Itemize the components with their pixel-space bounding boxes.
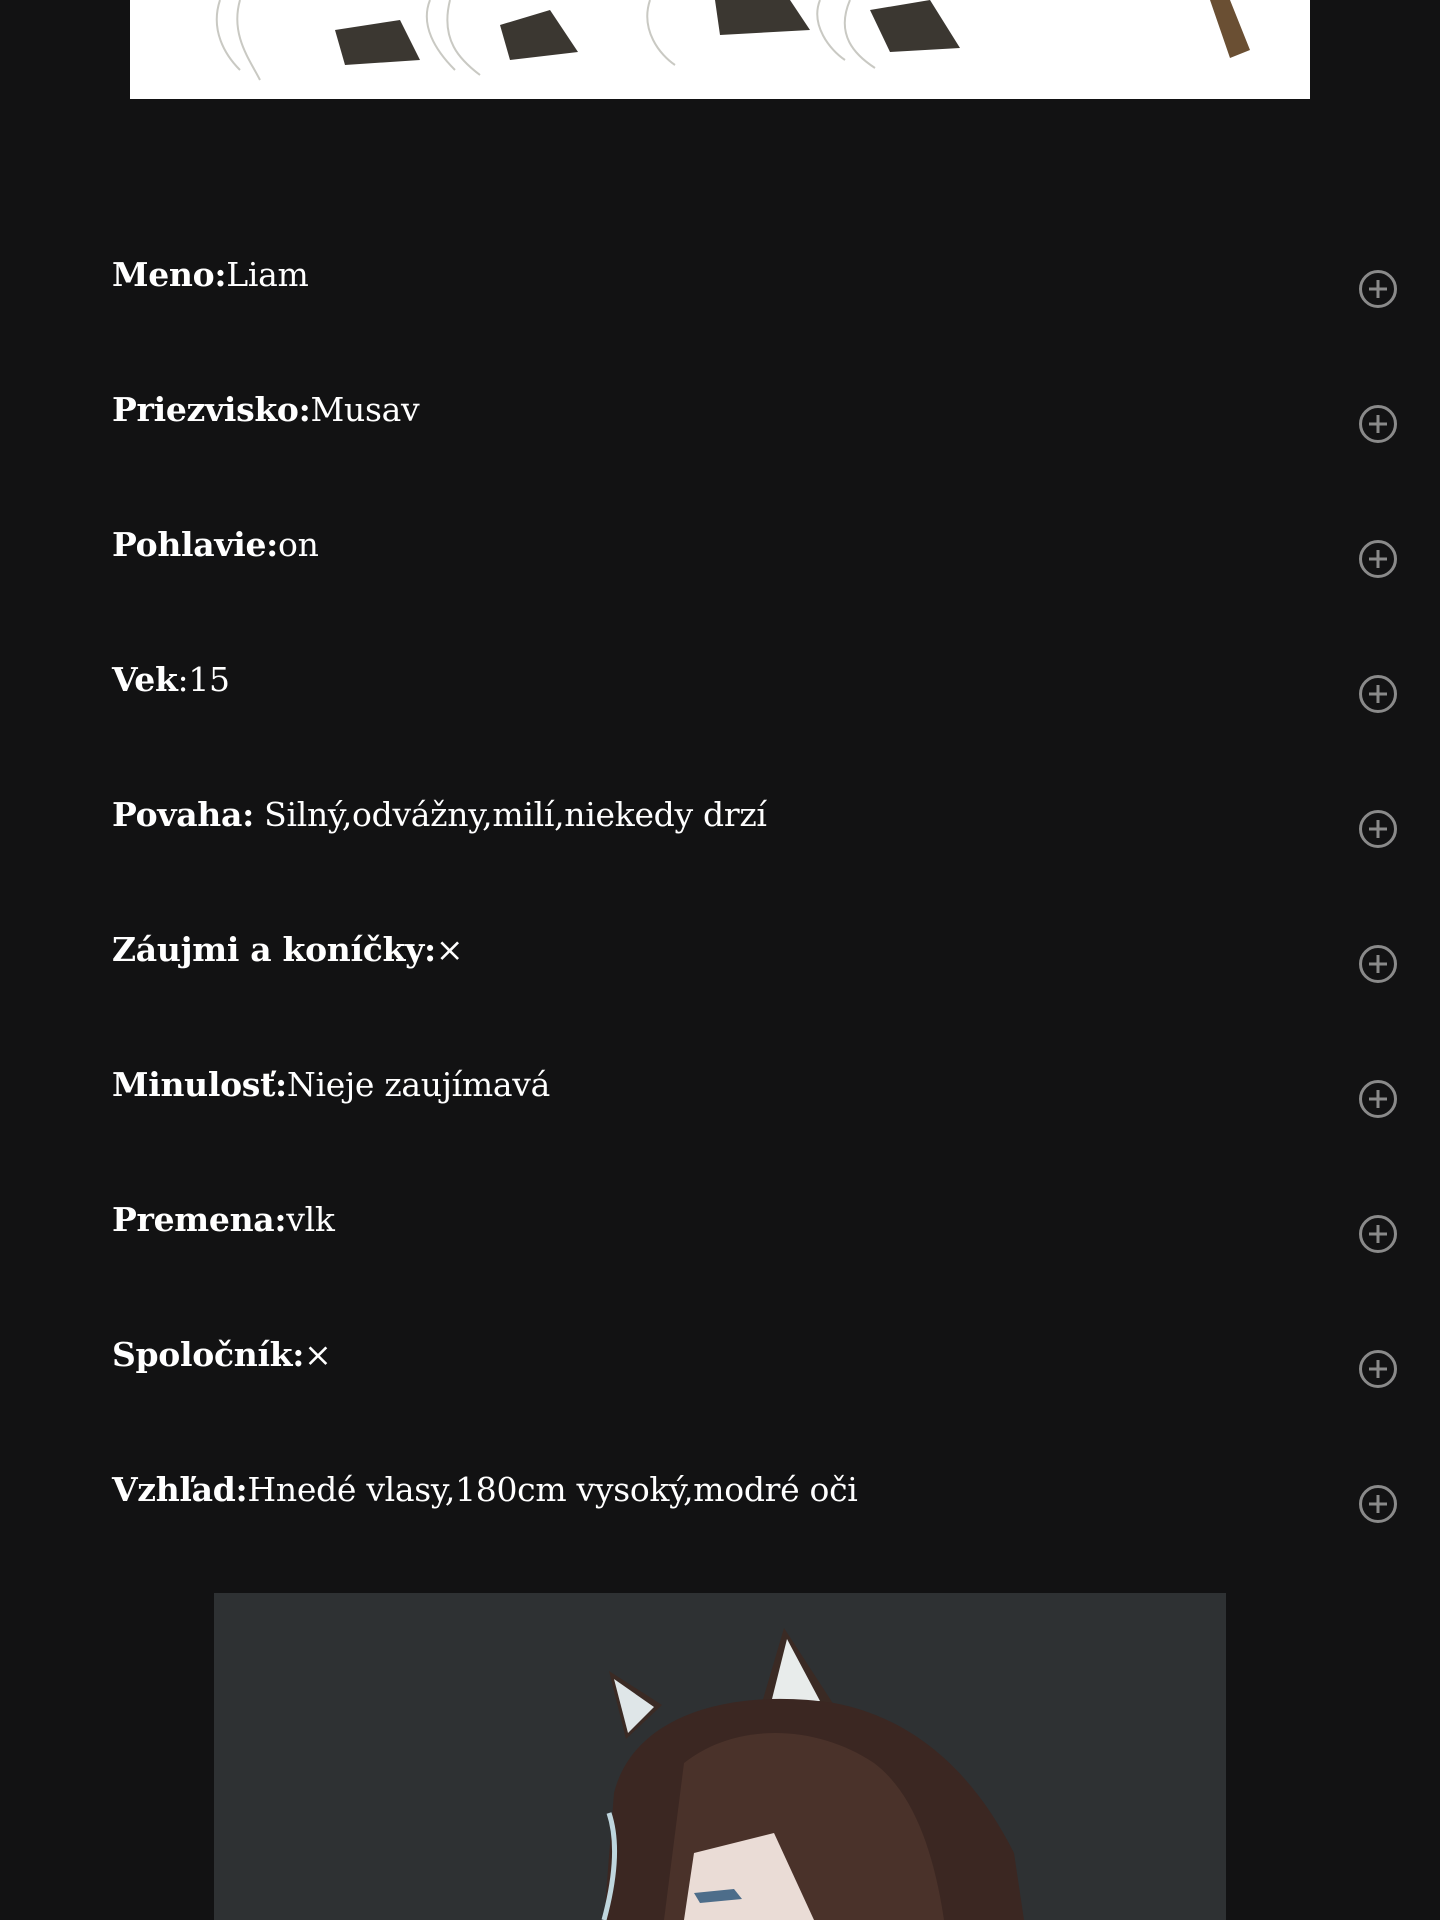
- field-row-povaha: [0, 761, 1440, 896]
- field-row-premena: [0, 1166, 1440, 1301]
- plus-circle-icon[interactable]: [1358, 1484, 1398, 1524]
- plus-circle-icon[interactable]: [1358, 944, 1398, 984]
- field-row-spolocnik: [0, 1301, 1440, 1436]
- field-text: [112, 390, 419, 430]
- profile-field-list: [0, 221, 1440, 1571]
- plus-circle-icon[interactable]: [1358, 1349, 1398, 1389]
- field-value: ×: [435, 930, 464, 969]
- plus-circle-icon[interactable]: [1358, 674, 1398, 714]
- field-text: [112, 525, 319, 565]
- field-text: [112, 660, 230, 700]
- field-row-zaujmi: [0, 896, 1440, 1031]
- field-label: Meno:: [112, 255, 227, 294]
- field-value: vlk: [286, 1200, 335, 1239]
- field-row-vek: [0, 626, 1440, 761]
- field-label: Spoločník:: [112, 1335, 305, 1374]
- plus-circle-icon[interactable]: [1358, 404, 1398, 444]
- field-value: ×: [304, 1335, 332, 1374]
- field-row-vzhlad: [0, 1436, 1440, 1571]
- plus-circle-icon[interactable]: [1358, 1079, 1398, 1119]
- field-text: [112, 1200, 335, 1240]
- field-text: [112, 255, 308, 295]
- field-row-meno: [0, 221, 1440, 356]
- field-value: :15: [177, 660, 230, 699]
- field-value: Liam: [226, 255, 309, 294]
- plus-circle-icon[interactable]: [1358, 1214, 1398, 1254]
- field-label: Záujmi a koníčky:: [112, 930, 436, 969]
- field-row-priezvisko: [0, 356, 1440, 491]
- field-text: [112, 1470, 858, 1510]
- field-label: Vzhľad:: [112, 1470, 248, 1509]
- field-text: [112, 1335, 332, 1375]
- field-value: Silný,odvážny,milí,niekedy drzí: [253, 795, 767, 834]
- field-text: [112, 1065, 550, 1105]
- field-value: Hnedé vlasy,180cm vysoký,modré oči: [247, 1470, 858, 1509]
- plus-circle-icon[interactable]: [1358, 539, 1398, 579]
- field-label: Povaha:: [112, 795, 254, 834]
- field-label: Pohlavie:: [112, 525, 279, 564]
- plus-circle-icon[interactable]: [1358, 809, 1398, 849]
- field-value: Musav: [310, 390, 420, 429]
- field-text: [112, 795, 767, 835]
- field-label: Minulosť:: [112, 1065, 287, 1104]
- wolf-eared-character-image: [214, 1593, 1226, 1920]
- field-label: Vek: [112, 660, 178, 699]
- field-row-pohlavie: [0, 491, 1440, 626]
- character-sketch-image: [130, 0, 1310, 99]
- field-value: on: [278, 525, 319, 564]
- field-row-minulost: [0, 1031, 1440, 1166]
- field-label: Priezvisko:: [112, 390, 311, 429]
- field-text: [112, 930, 463, 970]
- field-label: Premena:: [112, 1200, 287, 1239]
- plus-circle-icon[interactable]: [1358, 269, 1398, 309]
- field-value: Nieje zaujímavá: [286, 1065, 550, 1104]
